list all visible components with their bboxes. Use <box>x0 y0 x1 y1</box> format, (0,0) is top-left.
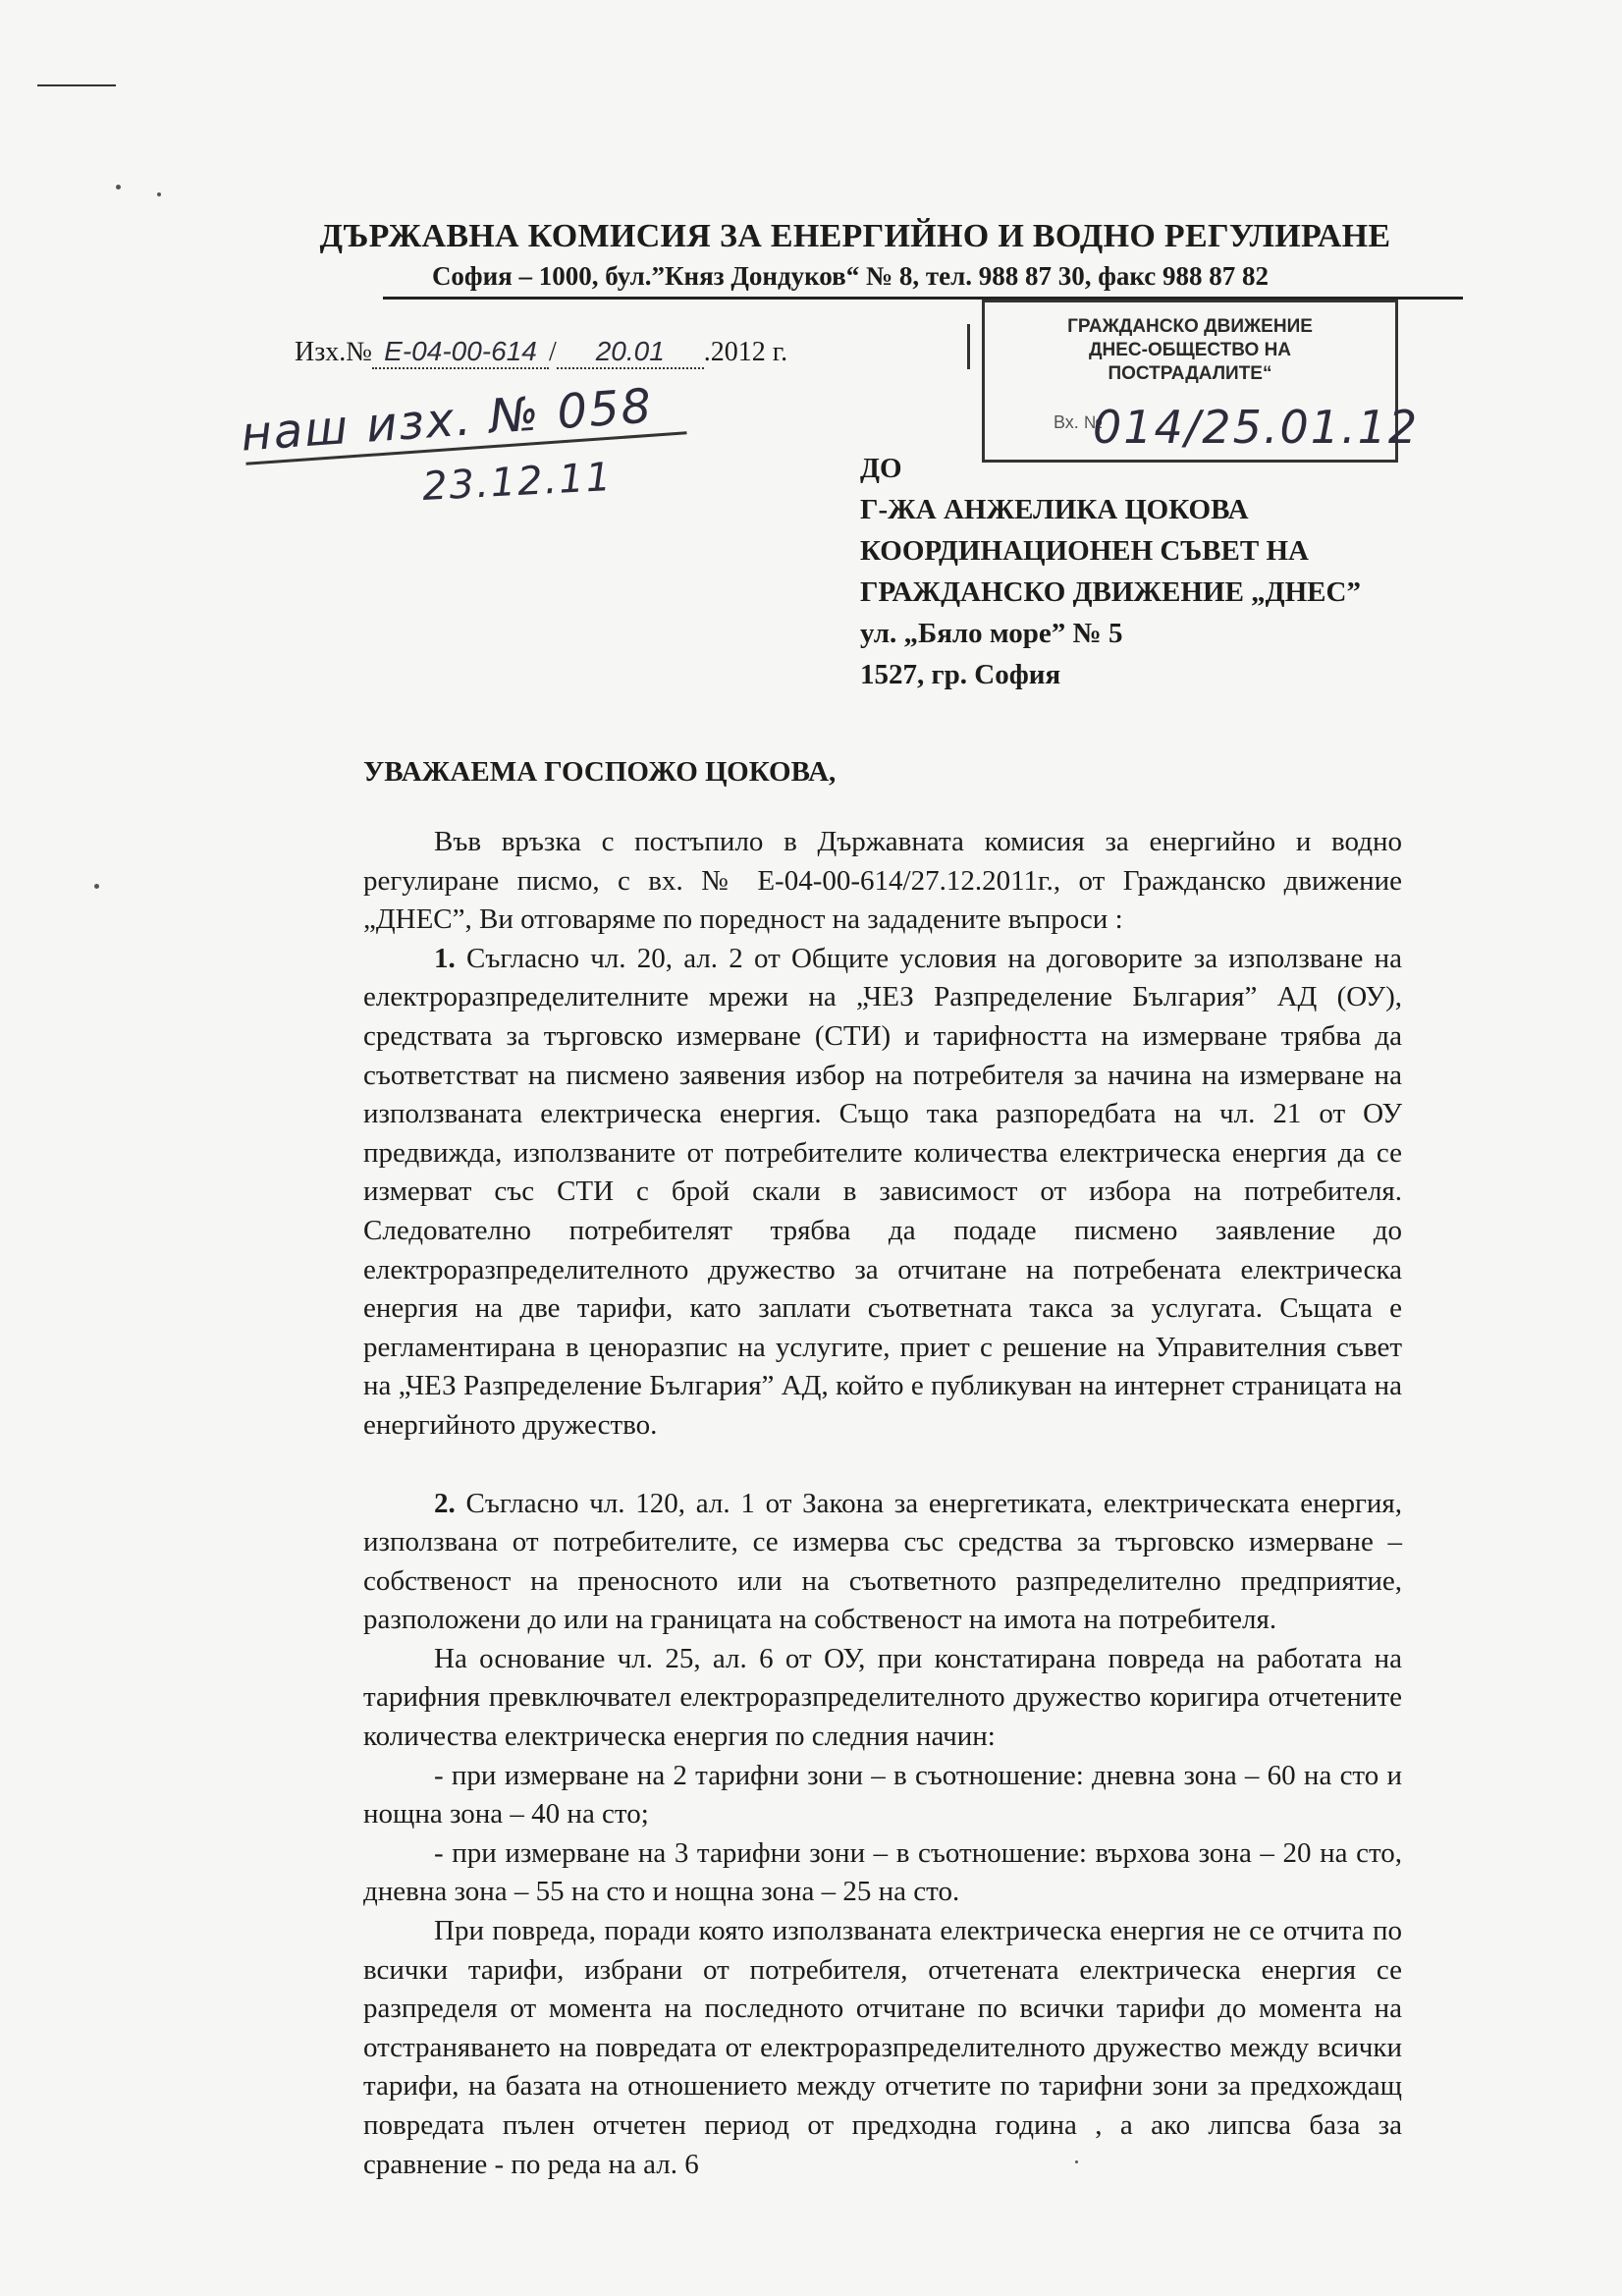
margin-mark <box>967 324 970 369</box>
answer-1-text: Съгласно чл. 20, ал. 2 от Общите условия на договорите за използване на електроразпределителните мрежи на „ЧЕЗ Разпределение България” АД (ОУ), средствата за търговско измерване (СТИ) и тарифността на измерване трябва да съответстват на писмено заявения избор на потребителя за начина на измерване на използваната електрическа енергия. Също така разпоредбата на чл. 21 от ОУ предвижда, използваните от потребителите количества електрическа енергия да се измерват със СТИ с брой скали в зависимост от избора на потребителя. Следователно потребителят трябва да подаде писмено заявление до електроразпределителното дружество за отчитане на потребената електрическа енергия на две тарифи, като заплати съответната такса за услугата. Същата е регламентирана в ценоразпис на услугите, приет с решение на Управителния съвет на „ЧЕЗ Разпределение България” АД, който е публикуван на интернет страницата на енергийното дружество. <box>363 942 1403 1441</box>
recipient-address <box>860 448 1361 695</box>
fault-paragraph: При повреда, поради която използваната електрическа енергия не се отчита по всички тарифи, избрани от потребителя, отчетената електрическа енергия се разпределя от момента на последното отчитане по всички тарифи до момента на отстраняването на повредата от електроразпределителното дружество между всички тарифи, на базата на отношението между отчетите по тарифни зони за предхождащ повредата пълен отчетен период от предходна година , а ако липсва база за сравнение - по реда на ал. 6 <box>363 1915 1402 2180</box>
letter-body <box>363 823 1402 2184</box>
handwritten-note: наш изх. № 058 <box>239 378 655 463</box>
salutation: УВАЖАЕМА ГОСПОЖО ЦОКОВА, <box>363 756 837 788</box>
recipient-line: Г-ЖА АНЖЕЛИКА ЦОКОВА <box>860 494 1249 525</box>
reference-date: 20.01 <box>557 336 704 369</box>
recipient-line: ДО <box>860 453 902 484</box>
answer-2-paragraph <box>363 1485 1402 1640</box>
recipient-line: ГРАЖДАНСКО ДВИЖЕНИЕ „ДНЕС” <box>860 576 1361 608</box>
reference-number: Е-04-00-614 <box>372 336 549 369</box>
stamp-line-1: ГРАЖДАНСКО ДВИЖЕНИЕ <box>1067 316 1313 337</box>
header-title: ДЪРЖАВНА КОМИСИЯ ЗА ЕНЕРГИЙНО И ВОДНО РЕГУЛИРАНЕ <box>319 218 1391 254</box>
reference-separator: / <box>549 337 557 367</box>
stamp-line-2: ДНЕС-ОБЩЕСТВО НА <box>1088 340 1292 360</box>
stamp-registration-number: 014/25.01.12 <box>1093 401 1420 454</box>
answer-1-paragraph <box>363 940 1402 1446</box>
recipient-line: ул. „Бяло море” № 5 <box>860 618 1123 649</box>
basis-paragraph: На основание чл. 25, ал. 6 от ОУ, при констатирана повреда на работата на тарифния превключвател електроразпределителното дружество коригира отчетените количества електрическа енергия по следния начин: <box>363 1642 1402 1753</box>
outgoing-reference <box>295 336 787 369</box>
recipient-line: 1527, гр. София <box>860 659 1061 690</box>
incoming-stamp <box>982 300 1420 463</box>
recipient-line: КООРДИНАЦИОНЕН СЪВЕТ НА <box>860 535 1309 567</box>
answer-1-number: 1. <box>434 942 456 974</box>
scan-speck <box>94 884 99 889</box>
stamp-line-3: ПОСТРАДАЛИТЕ“ <box>1108 363 1272 384</box>
answer-2-text: Съгласно чл. 120, ал. 1 от Закона за енергетиката, електрическата енергия, използвана от потребителите, се измерва със средства за търговско измерване – собственост на преносното или на съответното разпределително предприятие, разположени до или на границата на собственост на имота на потребителя. <box>363 1487 1403 1636</box>
stamp-label: Вх. № <box>1054 412 1104 432</box>
two-zone-item: - при измерване на 2 тарифни зони – в съотношение: дневна зона – 60 на сто и нощна зона – 40 на сто; <box>363 1759 1402 1831</box>
scan-edge-mark <box>37 84 116 86</box>
reference-suffix: .2012 г. <box>703 337 788 367</box>
intro-paragraph: Във връзка с постъпило в Държавната комисия за енергийно и водно регулиране писмо, с вх. № Е-04-00-614/27.12.2011г., от Гражданско движение „ДНЕС”, Ви отговаряме по поредност на зададените въпроси : <box>363 826 1402 936</box>
reference-prefix: Изх.№ <box>295 337 372 367</box>
answer-2-number: 2. <box>434 1487 456 1519</box>
three-zone-item: - при измерване на 3 тарифни зони – в съотношение: върхова зона – 20 на сто, дневна зона – 55 на сто и нощна зона – 25 на сто. <box>363 1836 1402 1908</box>
handwritten-date: 23.12.11 <box>420 454 615 511</box>
header-address: София – 1000, бул.”Княз Дондуков“ № 8, тел. 988 87 30, факс 988 87 82 <box>431 261 1270 291</box>
scan-speck <box>116 185 121 190</box>
scan-speck <box>157 192 161 196</box>
